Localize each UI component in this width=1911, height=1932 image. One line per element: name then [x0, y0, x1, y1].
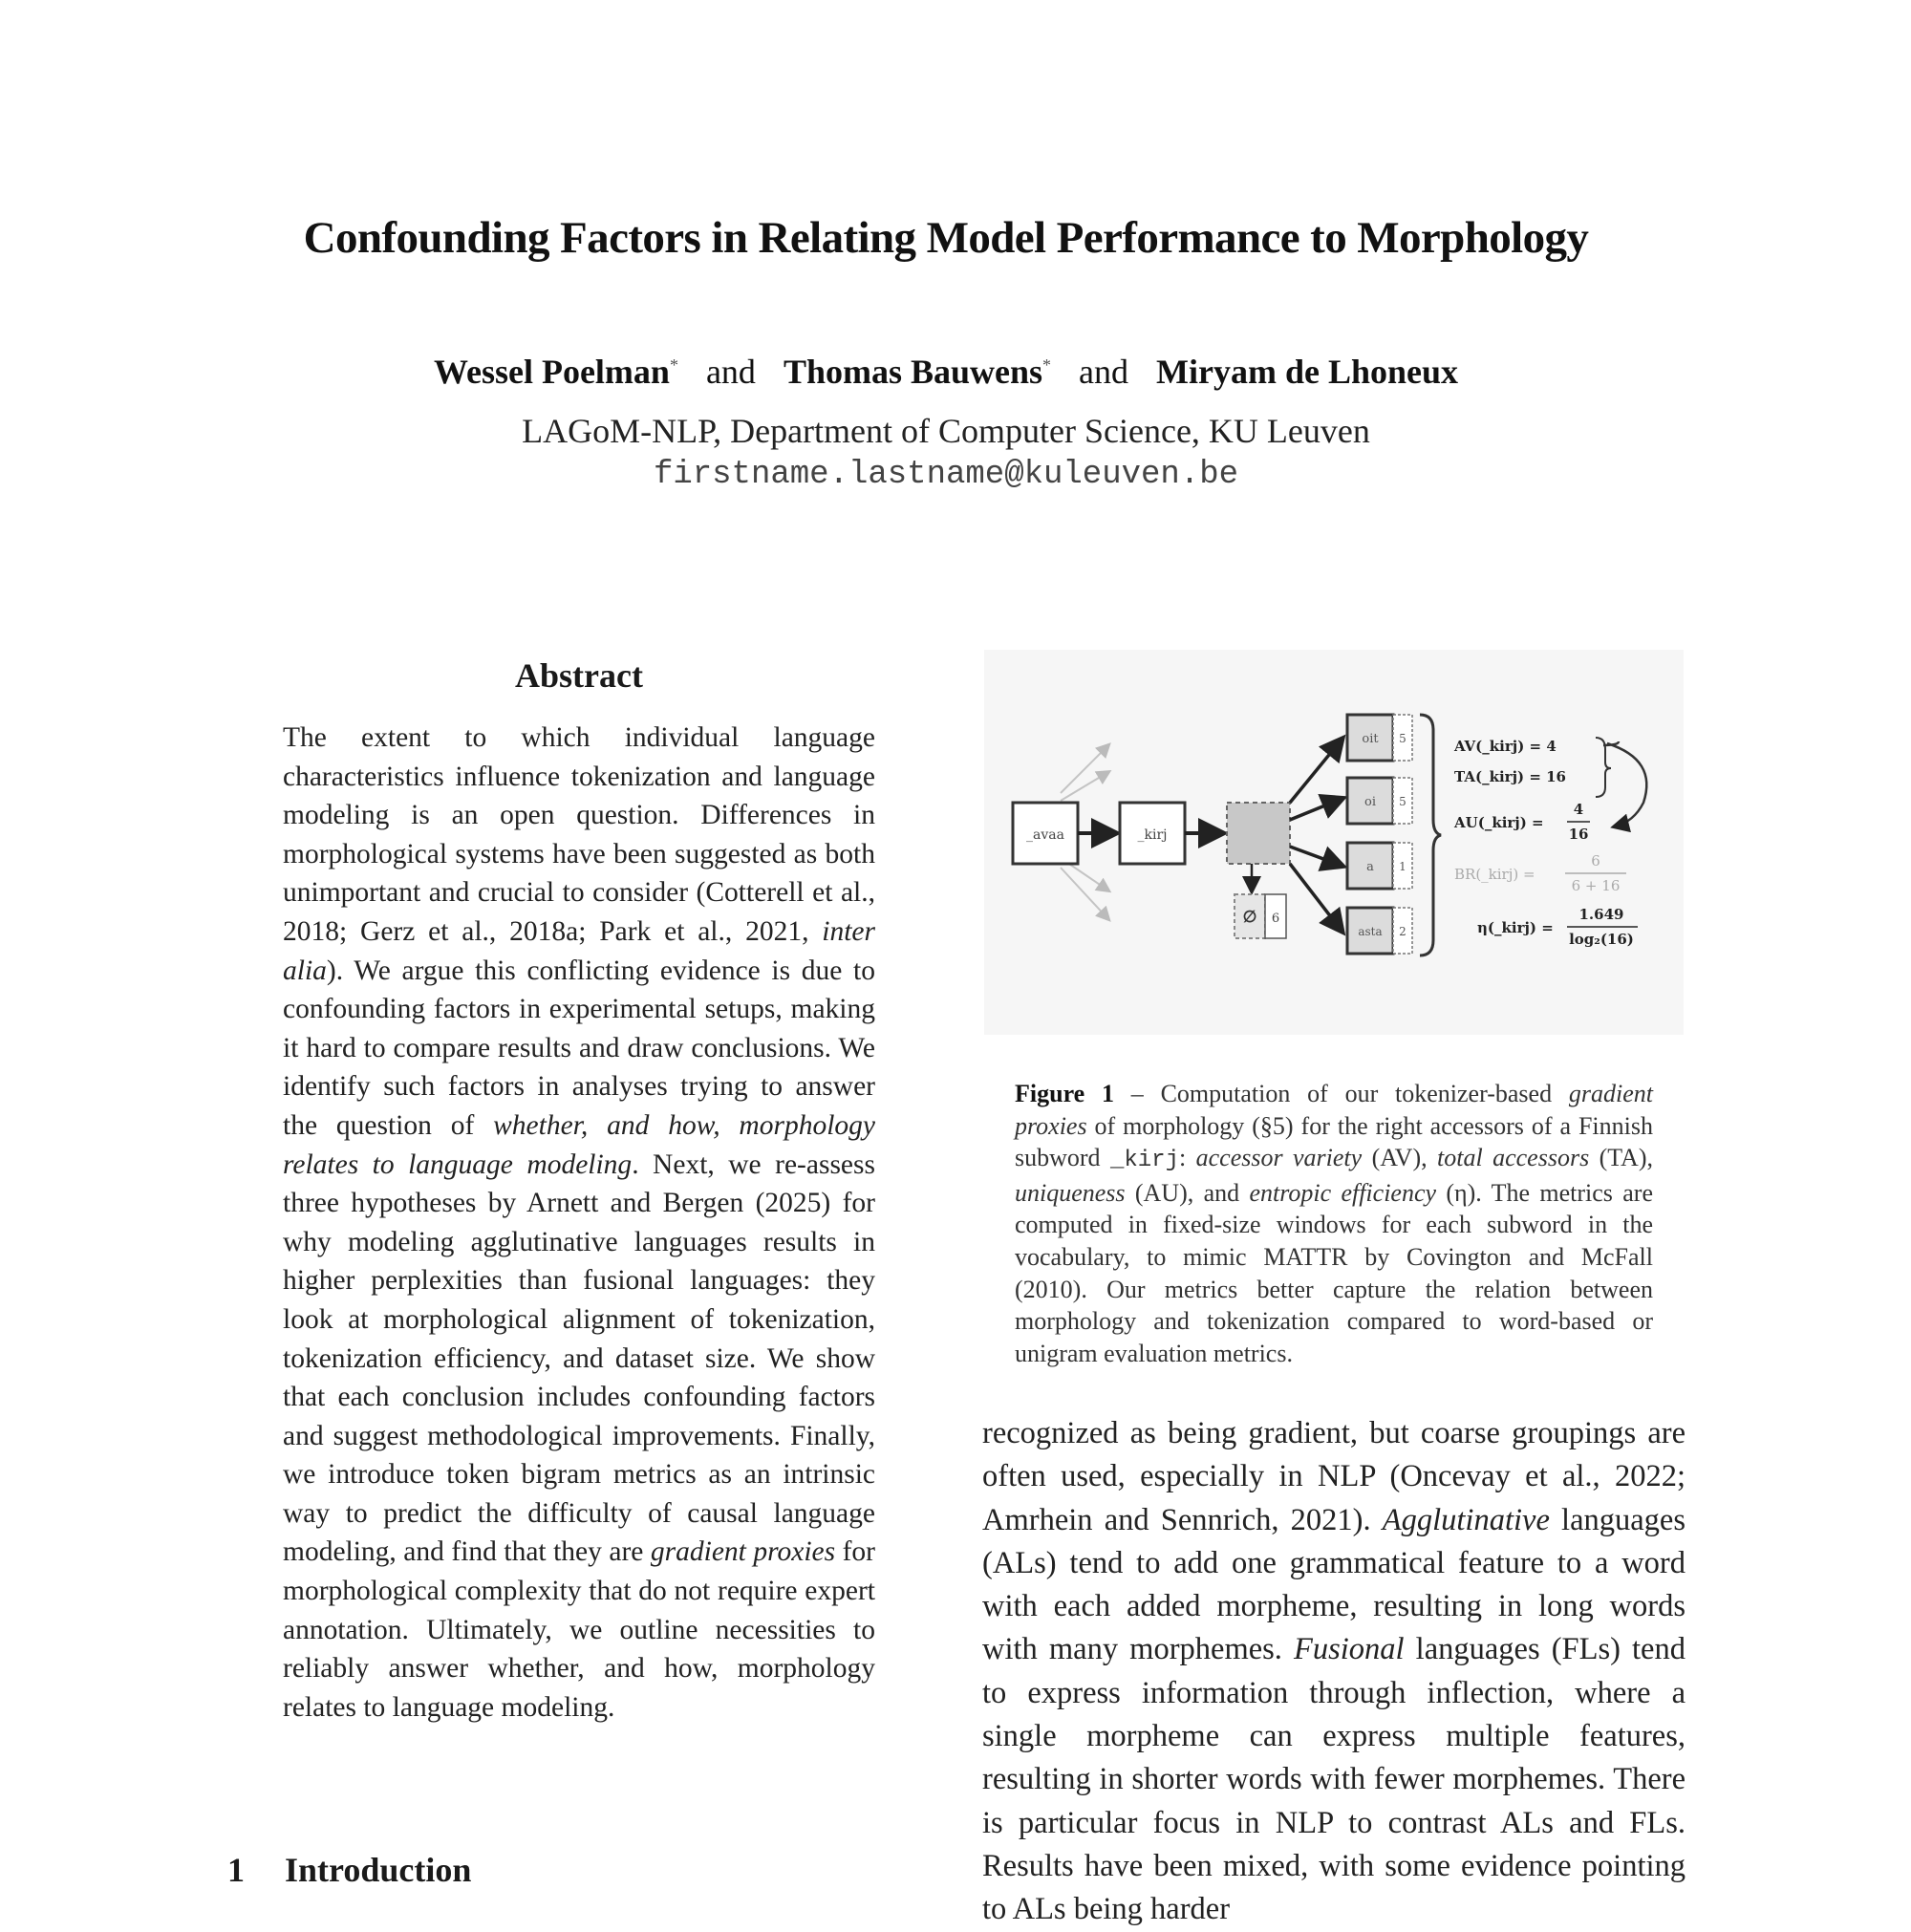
caption-span: Computation of our tokenizer-based: [1160, 1080, 1569, 1107]
metric-br-numerator: 6: [1591, 852, 1600, 869]
caption-span: (AU), and: [1125, 1178, 1250, 1207]
metric-au-denominator: 16: [1568, 826, 1589, 843]
metric-au: AU(_kirj) =: [1454, 814, 1544, 831]
introduction-text: [982, 1412, 1686, 1932]
empty-accessor-label: ∅: [1242, 908, 1257, 927]
accessor-label: oi: [1364, 795, 1376, 809]
accessor-diagram: [984, 650, 1684, 1035]
author-name: Thomas Bauwens: [783, 353, 1043, 391]
paper-title: Confounding Factors in Relating Model Performance to Morphology: [303, 213, 1589, 263]
metric-br-denominator: 6 + 16: [1571, 877, 1621, 894]
figure-1: [984, 650, 1684, 1035]
abstract-heading: Abstract: [515, 656, 643, 695]
caption-italic: total accessors: [1437, 1144, 1590, 1172]
accessor-label: oit: [1362, 732, 1379, 746]
derive-arrow: [1603, 741, 1646, 826]
metric-av: AV(_kirj) = 4: [1454, 738, 1557, 755]
empty-accessor-count: 6: [1271, 912, 1280, 926]
caption-span: :: [1178, 1144, 1196, 1172]
caption-subword: _kirj: [1109, 1148, 1179, 1174]
caption-italic: accessor variety: [1195, 1144, 1363, 1172]
accessor-count: 1: [1399, 860, 1406, 873]
accessor-label: asta: [1358, 925, 1383, 938]
abstract-italic: whether, and how, morphology relates to language modeling: [283, 1109, 875, 1180]
accessor-node: [1347, 778, 1412, 824]
body-span: recognized as being gradient, but coarse groupings are often used, especially in NLP (Oncevay et al., 2022; Amrhein and Sennrich, 2021).: [982, 1416, 1686, 1537]
accessor-hub: [1227, 803, 1290, 864]
abstract-span: . Next, we re-assess three hypotheses by Arnett and Bergen (2025) for why modeling agglutinative languages results in higher perplexities than fusional languages: they look at morphological alignment of tokenization, tokenization efficiency, and dataset size. We show that each conclusion includes confounding factors and suggest methodological improvements. Finally, we introduce token bigram metrics as an intrinsic way to predict the difficulty of causal language modeling, and find that they are: [283, 1148, 875, 1568]
abstract-text: [283, 719, 875, 1727]
metric-eta: η(_kirj) =: [1477, 919, 1554, 936]
metric-ta: TA(_kirj) = 16: [1454, 768, 1566, 785]
affiliation: LAGoM-NLP, Department of Computer Science, KU Leuven: [522, 412, 1370, 450]
caption-span: (TA),: [1589, 1144, 1653, 1172]
author-separator: and: [1079, 353, 1128, 391]
accessor-count: 2: [1399, 925, 1406, 938]
metric-eta-numerator: 1.649: [1578, 906, 1624, 923]
figure-caption: [1015, 1078, 1653, 1369]
brace: [1420, 715, 1441, 955]
caption-italic: uniqueness: [1015, 1178, 1126, 1207]
caption-italic: entropic efficiency: [1249, 1178, 1437, 1207]
section-number: 1: [227, 1851, 245, 1889]
body-italic: Fusional: [1294, 1632, 1405, 1667]
metric-br: BR(_kirj) =: [1454, 866, 1535, 883]
metrics-block: [1453, 738, 1590, 843]
accessor-node: [1347, 843, 1412, 889]
section-title: Introduction: [285, 1851, 472, 1889]
caption-span: (AV),: [1362, 1144, 1438, 1172]
accessor-count: 5: [1399, 732, 1406, 745]
caption-span: (η). The metrics are computed in fixed-size windows for each subword in the vocabulary, to mimic MATTR by Covington and McFall (2010). Our metrics better capture the relation between morphology and tokenization compared to word-based or unigram evaluation metrics.: [1015, 1178, 1653, 1367]
body-italic: Agglutinative: [1382, 1502, 1550, 1537]
accessor-count: 5: [1399, 795, 1406, 808]
author-separator: and: [705, 353, 756, 391]
abstract-italic: inter alia: [283, 915, 875, 986]
accessor-label: a: [1366, 860, 1374, 874]
accessor-node: [1347, 715, 1412, 761]
caption-span: –: [1113, 1080, 1161, 1107]
figure-label: Figure 1: [1015, 1080, 1114, 1107]
body-span: languages (FLs) tend to express information through inflection, where a single morpheme can express multiple features, resulting in shorter words with fewer morphemes. There is particular focus in NLP to contrast ALs and FLs. Results have been mixed, with some evidence pointing to ALs being harder: [982, 1632, 1686, 1927]
caption-italic: gradient proxies: [1015, 1080, 1653, 1140]
node-avaa-label: _avaa: [1026, 827, 1064, 843]
section-heading-introduction: [227, 1850, 471, 1890]
author-list: [229, 352, 1663, 392]
metric-eta-denominator: log₂(16): [1569, 931, 1634, 948]
equal-contribution-mark: *: [669, 355, 678, 375]
author-name: Miryam de Lhoneux: [1156, 353, 1459, 391]
metric-au-numerator: 4: [1573, 801, 1584, 818]
accessor-node: [1347, 908, 1412, 954]
abstract-span: The extent to which individual language characteristics influence tokenization and language modeling is an open question. Differences in morphological systems have been suggested as both unimportant and crucial to consider (Cotterell et al., 2018; Gerz et al., 2018a; Park et al., 2021,: [283, 722, 875, 947]
abstract-span: for morphological complexity that do not require expert annotation. Ultimately, we outline necessities to reliably answer whether, and how, morphology relates to language modeling.: [283, 1536, 875, 1723]
abstract-span: ). We argue this conflicting evidence is due to confounding factors in experimental setups, making it hard to compare results and draw conclusions. We identify such factors in analyses trying to answer the question of: [283, 955, 875, 1141]
author-name: Wessel Poelman: [433, 353, 670, 391]
equal-contribution-mark: *: [1042, 355, 1052, 375]
abstract-italic: gradient proxies: [650, 1536, 836, 1568]
caption-span: of morphology (§5) for the right accessors of a Finnish subword: [1015, 1111, 1653, 1172]
author-email[interactable]: firstname.lastname@kuleuven.be: [653, 457, 1239, 493]
node-kirj-label: _kirj: [1137, 827, 1168, 843]
body-span: languages (ALs) tend to add one grammatical feature to a word with each added morpheme, resulting in long words with many morphemes.: [982, 1502, 1686, 1667]
